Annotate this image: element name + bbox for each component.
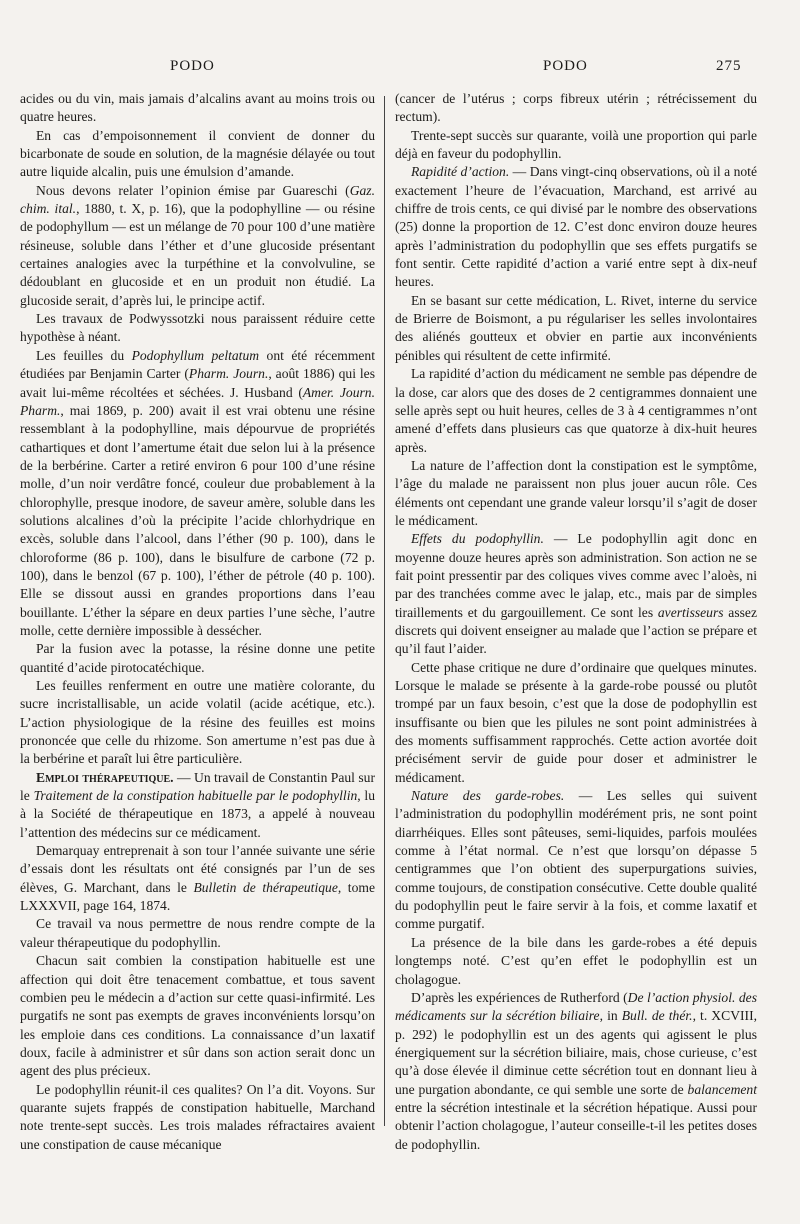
body-text: , mai 1869, p. 200) avait il est vrai obtenu une résine ressemblant à la podophylline, mais dépourvue de propriétés cathartiques et dont l’amertume était due selon lui à la présence de la berbérine. Carter a retiré environ 6 pour 100 d’une résine molle, d’un noir verdâtre foncé, couleur due probablement à la chlorophylle, presque inodore, de saveur amère, soluble dans les solutions alcalines d’où la précipite l’acide chlorhydrique en excès, soluble dans l’alcool, dans l’éther (90 p. 100), dans le chloroforme (86 p. 100), dans le bisulfure de carbone (72 p. 100), dans le benzol (67 p. 100), l’éther de pétrole (40 p. 100). Elle se dissout aussi en grandes proportions dans l’eau bouillante. L’éther la sépare en deux parties l’une sèche, l’autre molle, cette dernière impossible à dessécher. xyxy=(20,402,375,638)
body-text: La nature de l’affection dont la constipation est le symptôme, l’âge du malade ne paraissent non plus jouer aucun rôle. Ces éléments ont cependant une grande valeur lorsqu’il s’agit de doser le médicament. xyxy=(395,457,757,528)
body-text: Par la fusion avec la potasse, la résine donne une petite quantité d’acide pirotocatéchique. xyxy=(20,641,375,675)
paragraph xyxy=(395,127,757,164)
body-text: Demarquay entreprenait à son tour l’année suivante une série d’essais dont les résultats ont été consignés par l’un de ses élèves, G. Marchant, dans le xyxy=(20,843,375,895)
body-text: Le podophyllin réunit-il ces qualites? On l’a dit. Voyons. Sur quarante sujets frappés de constipation habituelle, Marchand note trente-sept succès. Les trois malades réfractaires avaient une constipation de cause mécanique xyxy=(20,1081,375,1152)
body-text: Les feuilles renferment en outre une matière colorante, du sucre incristallisable, un acide volatil (acide acétique, etc.). L’action physiologique de la résine des feuilles est moins prononcée que celle du rhizome. Son amertume n’est pas due à la berbérine et paraît lui être particulière. xyxy=(20,678,375,767)
running-head-right: PODO xyxy=(543,58,588,74)
paragraph xyxy=(20,769,375,842)
italic-text: Traitement de la constipation habituelle par le podophyllin xyxy=(33,788,358,804)
body-text: assez discrets qui doivent enseigner au malade que l’action se prépare et qu’il faut l’aider. xyxy=(395,604,757,657)
italic-text: Amer. Journ. Pharm. xyxy=(20,384,375,418)
paragraph xyxy=(20,127,375,182)
paragraph xyxy=(395,163,757,291)
body-text: La rapidité d’action du médicament ne semble pas dépendre de la dose, car alors que des doses de 2 centigrammes donnaient une selle après sept ou huit heures, celles de 3 à 4 centigrammes n’ont amené d’effets dans plusieurs cas que quatorze à dix-huit heures après. xyxy=(395,366,757,455)
paragraph xyxy=(395,530,757,658)
body-text: — Les selles qui suivent l’administration du podophyllin modérément pris, ne sont point diarrhéiques. Elles sont pâteuses, semi-liquides, parfois moulées comme à l’état normal. Ce n’est que lorsqu’on dépasse 5 centigrammes que l’on obtient des superpurgations suivies, comme toujours, de constipation consécutive. Cette double qualité du podophyllin peut le faire servir à la fois, et comme laxatif et comme purgatif. xyxy=(395,788,757,932)
paragraph xyxy=(395,90,757,127)
italic-text: balancement xyxy=(687,1081,757,1097)
paragraph xyxy=(20,952,375,1080)
body-text: entre la sécrétion intestinale et la sécrétion hépatique. Aussi pour obtenir l’action cholagogue, l’auteur conseille-t-il les petites doses de podophyllin. xyxy=(395,1099,757,1152)
paragraph xyxy=(20,915,375,952)
body-text: La présence de la bile dans les garde-robes a été depuis longtemps noté. C’est qu’en effet le podophyllin est un cholagogue. xyxy=(395,934,757,987)
body-text: , tome LXXXVII, page 164, 1874. xyxy=(20,879,375,914)
column-divider xyxy=(384,96,385,1126)
paragraph xyxy=(395,292,757,365)
italic-text: Rapidité d’action. xyxy=(411,164,510,180)
left-column xyxy=(20,90,375,1154)
paragraph xyxy=(20,310,375,347)
italic-text: De l’action physiol. des médicaments sur la sécrétion biliaire xyxy=(395,989,757,1024)
body-text: — Dans vingt-cinq observations, où il a noté exactement l’heure de l’évacuation, Marchand, est arrivé au chiffre de trois cents, ce qui divisé par le nombre des observations (25) donne la proportion de 12. C’est donc environ douze heures après l’administration du podophyllin que ses effets purgatifs se font sentir. Cette rapidité d’action a varié entre sept à dix-neuf heures. xyxy=(395,164,757,290)
body-text: , août 1886) qui les avait lui-même récoltées et séchées. J. Husband ( xyxy=(20,366,375,400)
paragraph xyxy=(395,787,757,934)
body-text: — Le podophyllin agit donc en moyenne douze heures après son administration. Son action ne se fait point pressentir par des coliques vives comme avec l’aloès, ni par des tranchées comme avec le jalap, etc., mais par de simples tiraillements et du gargouillement. Ce sont les xyxy=(395,531,757,620)
paragraph xyxy=(20,1081,375,1154)
paragraph xyxy=(20,842,375,915)
paragraph xyxy=(395,365,757,457)
paragraph xyxy=(20,640,375,677)
paragraph xyxy=(20,347,375,641)
paragraph xyxy=(395,457,757,530)
paragraph xyxy=(20,182,375,310)
body-text: — Un travail de Constantin Paul sur le xyxy=(20,769,375,804)
body-text: En se basant sur cette médication, L. Rivet, interne du service de Brierre de Boismont, a pu régulariser les selles involontaires des aliénés goutteux et obvier en partie aux inconvénients pénibles qui résultent de cette infirmité. xyxy=(395,292,757,363)
italic-text: Nature des garde-robes. xyxy=(411,788,565,804)
body-text: (cancer de l’utérus ; corps fibreux utérin ; rétrécissement du rectum). xyxy=(395,91,757,125)
italic-text: Effets du podophyllin. xyxy=(411,531,544,547)
body-text: , lu à la Société de thérapeutique en 1873, a appelé à nouveau l’attention des médecins sur ce médicament. xyxy=(20,788,375,840)
body-text: Nous devons relater l’opinion émise par Guareschi ( xyxy=(36,182,350,198)
right-column xyxy=(395,90,757,1154)
paragraph xyxy=(20,677,375,769)
body-text: Trente-sept succès sur quarante, voilà une proportion qui parle déjà en faveur du podophyllin. xyxy=(395,127,757,162)
body-text: Les feuilles du xyxy=(36,347,132,363)
paragraph xyxy=(395,989,757,1154)
running-head-left: PODO xyxy=(170,58,215,74)
body-text: , t. XCVIII, p. 292) le podophyllin est un des agents qui agissent le plus énergiquement sur la sécrétion biliaire, mais, chose curieuse, c’est qu’à dose élevée il diminue cette sécrétion tout en donnant lieu à une purgation abondante, ce qui semble une sorte de xyxy=(395,1008,757,1097)
italic-text: Gaz. chim. ital. xyxy=(20,182,375,217)
italic-text: Podophyllum peltatum xyxy=(131,347,260,363)
body-text: D’après les expériences de Rutherford ( xyxy=(411,989,628,1005)
body-text: En cas d’empoisonnement il convient de donner du bicarbonate de soude en solution, de la magnésie délayée ou tout autre liquide alcalin, puis une émulsion d’amande. xyxy=(20,127,375,180)
italic-text: Pharm. Journ. xyxy=(188,366,269,382)
body-text: Cette phase critique ne dure d’ordinaire que quelques minutes. Lorsque le malade se présente à la garde-robe poussé ou plutôt trompé par un faux besoin, c’est que la dose de podophyllin est insuffisante ou bien que les pilules ne sont point administrées à des moments suffisamment rapprochés. Cette action avortée doit précisément servir de guide pour doser et administrer le médicament. xyxy=(395,659,757,785)
body-text: acides ou du vin, mais jamais d’alcalins avant au moins trois ou quatre heures. xyxy=(20,91,375,125)
paragraph xyxy=(395,934,757,989)
body-text: , 1880, t. X, p. 16), que la podophylline — ou résine de podophyllum — est un mélange de 70 pour 100 d’une matière résineuse, soluble dans l’éther et d’une glucoside présentant certaines analogies avec la turpéthine et la convolvuline, se dédoublant en glucoside et en un produit non étudié. La glucoside serait, d’après lui, le principe actif. xyxy=(20,201,375,308)
body-text: , in xyxy=(599,1008,622,1024)
page-number: 275 xyxy=(716,58,742,74)
body-text: ont été récemment étudiées par Benjamin Carter ( xyxy=(20,347,375,382)
italic-text: avertisseurs xyxy=(657,604,724,620)
body-text: Chacun sait combien la constipation habituelle est une affection qui doit être tenacement combattue, et tous savent combien peu le médecin a d’action sur cette quasi-infirmité. Les purgatifs ne sont pas exempts de graves inconvénients lorsqu’on les emploie dans ces conditions. La connaissance d’un laxatif doux, facile à administrer et sûr dans son action serait donc un agent des plus précieux. xyxy=(20,953,375,1079)
italic-text: Bulletin de thérapeutique xyxy=(193,879,338,895)
section-heading: Emploi thérapeutique. xyxy=(36,769,174,785)
italic-text: Bull. de thér. xyxy=(621,1008,693,1024)
paragraph xyxy=(20,90,375,127)
body-text: Les travaux de Podwyssotzki nous paraissent réduire cette hypothèse à néant. xyxy=(20,311,375,345)
paragraph xyxy=(395,659,757,787)
body-text: Ce travail va nous permettre de nous rendre compte de la valeur thérapeutique du podophyllin. xyxy=(20,916,375,950)
